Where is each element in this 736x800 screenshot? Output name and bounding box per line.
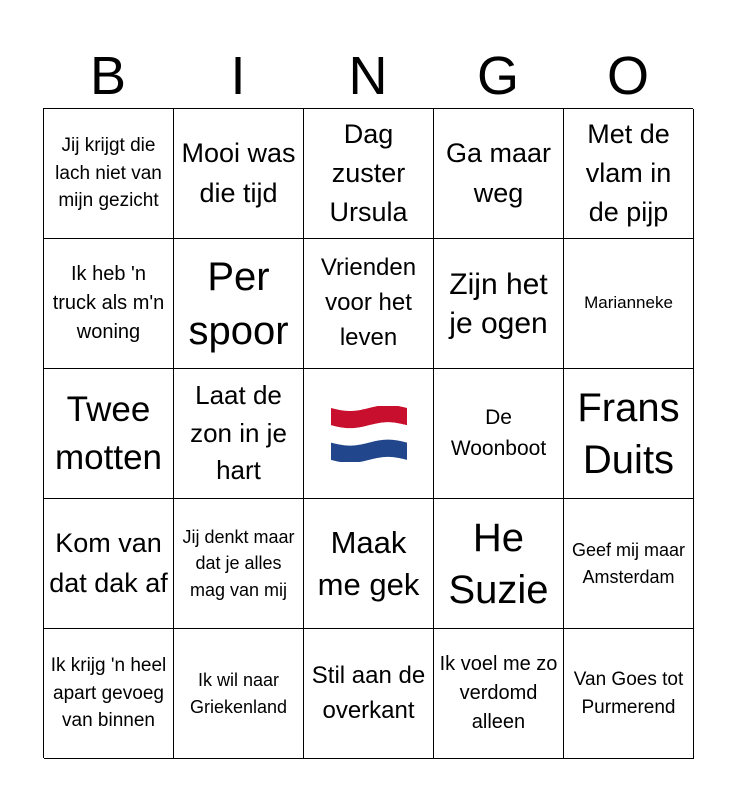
bingo-cell[interactable]	[174, 629, 304, 759]
bingo-cell[interactable]	[44, 369, 174, 499]
cell-text: Ik voel me zo verdomd alleen	[439, 653, 558, 733]
cell-text: Ik heb 'n truck als m'n woning	[52, 263, 165, 343]
cell-text: Maak me gek	[317, 524, 420, 602]
bingo-header	[43, 44, 693, 108]
bingo-cell[interactable]	[434, 239, 564, 369]
header-letter-b: B	[89, 46, 127, 106]
bingo-cell[interactable]	[304, 109, 434, 239]
bingo-cell[interactable]	[44, 239, 174, 369]
bingo-cell[interactable]	[564, 109, 694, 239]
cell-text: Kom van dat dak af	[49, 528, 168, 598]
bingo-cell[interactable]	[174, 109, 304, 239]
cell-text: Met de vlam in de pijp	[585, 118, 672, 228]
bingo-cell[interactable]	[174, 369, 304, 499]
bingo-cell[interactable]	[564, 629, 694, 759]
cell-text: Laat de zon in je hart	[190, 379, 287, 486]
cell-text: Dag zuster Ursula	[329, 118, 408, 228]
bingo-cell[interactable]	[304, 629, 434, 759]
cell-text: Van Goes tot Purmerend	[573, 668, 684, 718]
header-letter-i: I	[230, 46, 246, 106]
bingo-cell[interactable]	[174, 239, 304, 369]
cell-text: Ga maar weg	[445, 138, 552, 208]
cell-text: Mooi was die tijd	[181, 138, 296, 208]
bingo-cell[interactable]	[174, 499, 304, 629]
cell-text: Per spoor	[188, 254, 289, 353]
bingo-cell[interactable]	[564, 239, 694, 369]
cell-text: Jij krijgt die lach niet van mijn gezicht	[55, 135, 162, 212]
bingo-cell[interactable]	[564, 369, 694, 499]
bingo-cell[interactable]	[434, 109, 564, 239]
cell-text: Ik krijg 'n heel apart gevoeg van binnen	[50, 655, 167, 732]
bingo-cell[interactable]	[44, 499, 174, 629]
cell-text: Jij denkt maar dat je alles mag van mij	[182, 527, 295, 600]
bingo-cell[interactable]	[564, 499, 694, 629]
bingo-cell[interactable]	[434, 369, 564, 499]
cell-text: Ik wil naar Griekenland	[189, 670, 288, 717]
bingo-cell[interactable]	[44, 629, 174, 759]
bingo-cell[interactable]	[304, 499, 434, 629]
header-letter-g: G	[476, 46, 519, 106]
cell-text: Zijn het je ogen	[449, 267, 548, 340]
cell-text: Geef mij maar Amsterdam	[571, 540, 686, 587]
header-letter-o: O	[606, 46, 649, 106]
cell-text: He Suzie	[448, 515, 549, 612]
bingo-cell[interactable]	[434, 629, 564, 759]
bingo-cell[interactable]	[304, 239, 434, 369]
bingo-cell[interactable]	[44, 109, 174, 239]
cell-text: Frans Duits	[577, 385, 680, 482]
bingo-board	[43, 108, 693, 758]
cell-text: Vrienden voor het leven	[320, 254, 417, 351]
cell-text: Stil aan de overkant	[311, 661, 426, 724]
cell-text: De Woonboot	[450, 406, 547, 460]
cell-text: Twee motten	[55, 390, 162, 477]
header-letter-n: N	[348, 46, 388, 106]
free-space-cell[interactable]	[304, 369, 434, 499]
netherlands-flag-icon	[331, 406, 407, 462]
bingo-cell[interactable]	[434, 499, 564, 629]
cell-text: Marianneke	[584, 293, 673, 313]
